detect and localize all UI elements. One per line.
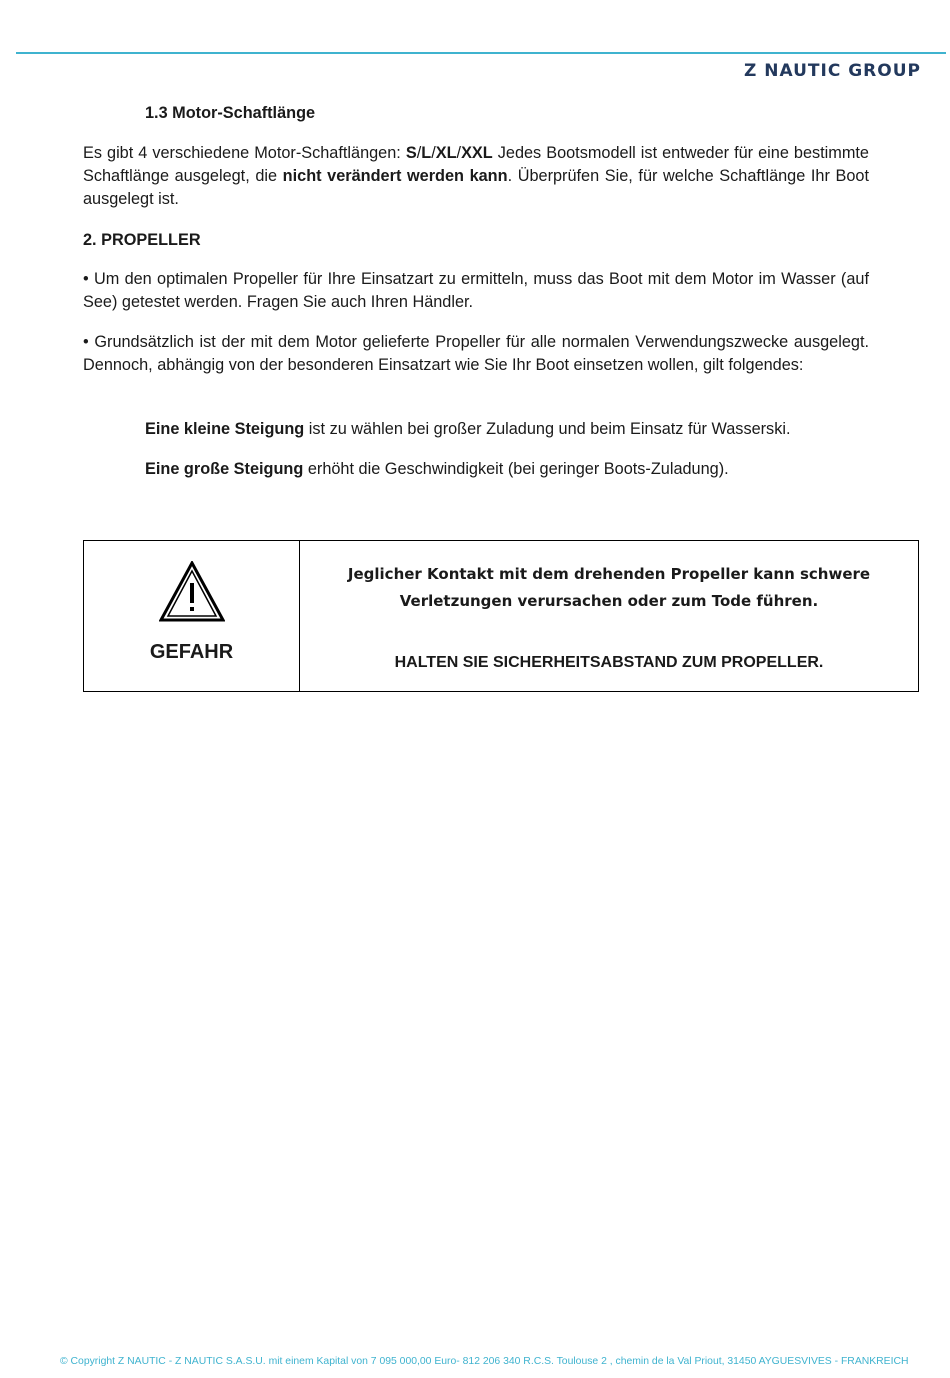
warning-text-cell xyxy=(300,541,918,691)
brand-logo-text: Z NAUTIC GROUP xyxy=(744,61,921,81)
emphasis-text: nicht verändert werden kann xyxy=(282,167,508,185)
paragraph-propeller-test: • Um den optimalen Propeller für Ihre Einsatzart zu ermitteln, muss das Boot mit dem Motor im Wasser (auf See) getestet werden. Fragen Sie auch Ihren Händler. xyxy=(83,270,869,311)
slash: / xyxy=(416,144,422,162)
text-run: . Überprüfen Sie, für welche Schaftlänge Ihr Boot ausgelegt ist. xyxy=(83,167,869,208)
size-xxl: XXL xyxy=(461,144,493,162)
paragraph-propeller-default: • Grundsätzlich ist der mit dem Motor gelieferte Propeller für alle normalen Verwendungszwecke ausgelegt. Dennoch, abhängig von der besonderen Einsatzart wie Sie Ihr Boot einsetzen wollen, gilt folgendes: xyxy=(83,333,869,374)
emphasis-text: Eine kleine Steigung xyxy=(145,420,305,438)
paragraph-large-pitch xyxy=(145,458,869,481)
size-l: L xyxy=(421,144,432,162)
slash: / xyxy=(456,144,462,162)
section-heading-propeller: 2. PROPELLER xyxy=(83,231,201,249)
warning-command: HALTEN SIE SICHERHEITSABSTAND ZUM PROPELLER. xyxy=(394,654,824,671)
warning-symbol-cell xyxy=(84,541,300,691)
danger-label: GEFAHR xyxy=(149,641,234,663)
warning-message: Jeglicher Kontakt mit dem drehenden Propeller kann schwere Verletzungen verursachen oder zum Tode führen. xyxy=(347,565,871,610)
copyright-footer: © Copyright Z NAUTIC - Z NAUTIC S.A.S.U. mit einem Kapital von 7 095 000,00 Euro- 812 206 340 R.C.S. Toulouse 2 , chemin de la Val Priout, 31450 AYGUESVIVES - FRANKREICH xyxy=(60,1356,909,1367)
section-heading-shaft-length: 1.3 Motor-Schaftlänge xyxy=(145,104,316,122)
text-run: ist zu wählen bei großer Zuladung und beim Einsatz für Wasserski. xyxy=(304,420,791,438)
paragraph-small-pitch xyxy=(145,418,869,441)
paragraph-shaft-lengths xyxy=(83,142,869,211)
warning-triangle-icon xyxy=(159,561,225,623)
danger-warning-box xyxy=(83,540,919,692)
size-s: S xyxy=(405,144,417,162)
text-run: erhöht die Geschwindigkeit (bei geringer Boots-Zuladung). xyxy=(303,460,729,478)
header-rule xyxy=(16,52,946,54)
text-run: Jedes Bootsmodell ist entweder für eine bestimmte Schaftlänge ausgelegt, die xyxy=(83,144,869,185)
slash: / xyxy=(431,144,436,162)
size-xl: XL xyxy=(435,144,457,162)
text-run: Es gibt 4 verschiedene Motor-Schaftlängen: xyxy=(83,144,406,162)
emphasis-text: Eine große Steigung xyxy=(145,460,304,478)
